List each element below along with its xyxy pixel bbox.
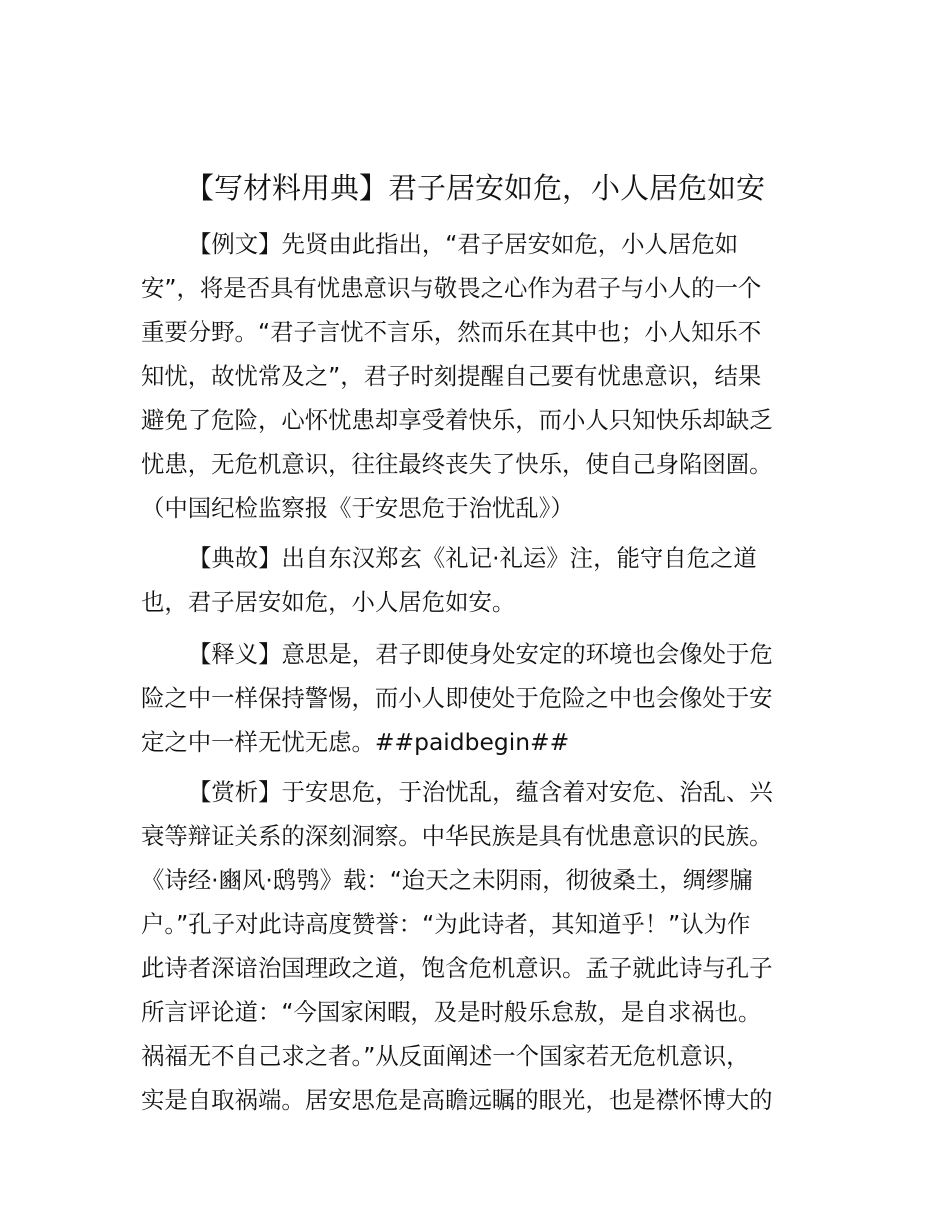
- paragraph-line: 【释义】意思是，君子即使身处安定的环境也会像处于危: [188, 640, 773, 668]
- paragraph-line: 祸福无不自己求之者。”从反面阐述一个国家若无危机意识，: [141, 1042, 750, 1070]
- paragraph-line: 险之中一样保持警惕，而小人即使处于危险之中也会像处于安: [141, 684, 773, 712]
- paragraph-line: 所言评论道：“今国家闲暇，及是时般乐怠敖，是自求祸也。: [141, 998, 762, 1026]
- paragraph-line: 【典故】出自东汉郑玄《礼记·礼运》注，能守自危之道: [188, 544, 757, 572]
- paragraph-line: 知忧，故忧常及之”，君子时刻提醒自己要有忧患意识，结果: [141, 362, 762, 390]
- paragraph-line: 避免了危险，心怀忧患却享受着快乐，而小人只知快乐却缺乏: [141, 406, 773, 434]
- paragraph-line: 此诗者深谙治国理政之道，饱含危机意识。孟子就此诗与孔子: [141, 954, 773, 982]
- paragraph-line: 衰等辩证关系的深刻洞察。中华民族是具有忧患意识的民族。: [141, 822, 773, 850]
- paragraph-appreciation: [141, 770, 821, 1122]
- paragraph-line: 《诗经·豳风·鸱鸮》载：“迨天之未阴雨，彻彼桑土，绸缪牖: [141, 866, 753, 894]
- paragraph-line: 实是自取祸端。居安思危是高瞻远瞩的眼光，也是襟怀博大的: [141, 1086, 773, 1114]
- paragraph-meaning: [141, 632, 821, 764]
- paragraph-line: 也，君子居安如危，小人居危如安。: [141, 588, 516, 616]
- paragraph-line: 【例文】先贤由此指出，“君子居安如危，小人居危如: [188, 230, 739, 258]
- paragraph-line: 定之中一样无忧无虑。##paidbegin##: [141, 728, 570, 756]
- document-title: 【写材料用典】君子居安如危，小人居危如安: [184, 171, 765, 205]
- paragraph-line: 安”，将是否具有忧患意识与敬畏之心作为君子与小人的一个: [141, 274, 762, 302]
- paragraph-line: 重要分野。“君子言忧不言乐，然而乐在其中也；小人知乐不: [141, 318, 762, 346]
- paragraph-line: 忧患，无危机意识，往往最终丧失了快乐，使自己身陷囹圄。: [141, 450, 773, 478]
- paragraph-line: （中国纪检监察报《于安思危于治忧乱》）: [141, 494, 574, 522]
- paragraph-line: 【赏析】于安思危，于治忧乱，蕴含着对安危、治乱、兴: [188, 778, 773, 806]
- paragraph-example: [141, 222, 821, 530]
- paragraph-allusion: [141, 536, 821, 624]
- paragraph-line: 户。”孔子对此诗高度赞誉：“为此诗者，其知道乎！”认为作: [141, 910, 751, 938]
